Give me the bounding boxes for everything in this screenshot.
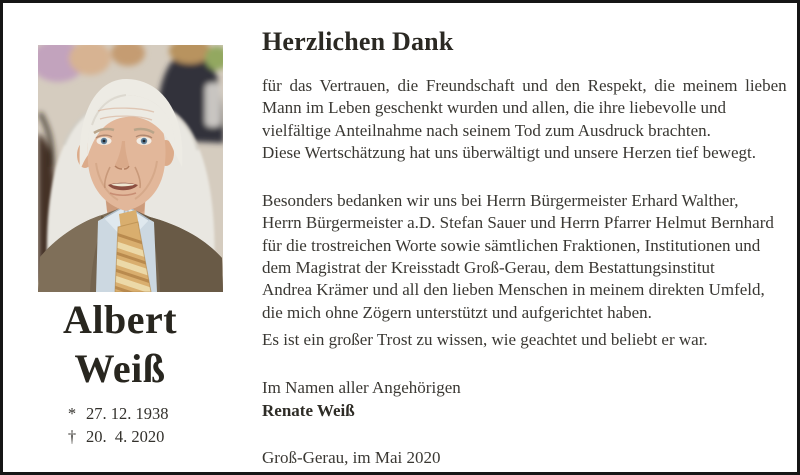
notice-heading: Herzlichen Dank bbox=[262, 27, 454, 56]
text-line: Mann im Leben geschenkt wurden und allen, die ihre liebevolle und bbox=[262, 98, 727, 118]
paragraph-special-thanks bbox=[262, 190, 790, 324]
death-date-row bbox=[65, 425, 169, 448]
birth-date: 27. 12. 1938 bbox=[86, 404, 169, 423]
text-line: die mich ohne Zögern unterstützt und aufgerichtet haben. bbox=[262, 302, 652, 322]
place-and-date bbox=[262, 447, 790, 469]
deceased-first-name: Albert bbox=[62, 297, 178, 342]
text-line: Diese Wertschätzung hat uns überwältigt und unsere Herzen tief bewegt. bbox=[262, 142, 756, 162]
born-symbol: * bbox=[67, 404, 77, 423]
cross-symbol: † bbox=[67, 427, 77, 446]
text-line: Herrn Bürgermeister a.D. Stefan Sauer und Herrn Pfarrer Helmut Bernhard bbox=[262, 213, 774, 233]
text-line: Andrea Krämer und all den lieben Menschen in meinem direkten Umfeld, bbox=[262, 280, 765, 300]
signature-intro: Im Namen aller Angehörigen bbox=[262, 378, 461, 398]
text-line: Es ist ein großer Trost zu wissen, wie geachtet und beliebt er war. bbox=[262, 329, 708, 349]
signature-name: Renate Weiß bbox=[262, 400, 355, 420]
deceased-last-name: Weiß bbox=[74, 346, 166, 391]
text-line: für die trostreichen Worte sowie sämtlichen Fraktionen, Institutionen und bbox=[262, 235, 761, 255]
paragraph-consolation bbox=[262, 329, 790, 351]
paragraph-thanks bbox=[262, 75, 790, 164]
text-line: dem Magistrat der Kreisstadt Groß-Gerau, dem Bestattungsinstitut bbox=[262, 258, 715, 278]
birth-date-row bbox=[65, 402, 169, 425]
text-line: für das Vertrauen, die Freundschaft und den Respekt, die meinem lieben bbox=[262, 76, 787, 95]
death-date: 20. 4. 2020 bbox=[86, 427, 165, 446]
portrait-photo bbox=[38, 45, 223, 292]
deceased-name bbox=[25, 295, 215, 393]
signature-block bbox=[262, 377, 790, 422]
place-date-text: Groß-Gerau, im Mai 2020 bbox=[262, 447, 441, 467]
text-line: vielfältige Anteilnahme nach seinem Tod zum Ausdruck brachten. bbox=[262, 120, 711, 140]
portrait-photo-illustration bbox=[38, 45, 223, 292]
notice-text-column bbox=[262, 25, 790, 469]
life-dates bbox=[65, 402, 169, 448]
text-line: Besonders bedanken wir uns bei Herrn Bürgermeister Erhard Walther, bbox=[262, 191, 739, 211]
